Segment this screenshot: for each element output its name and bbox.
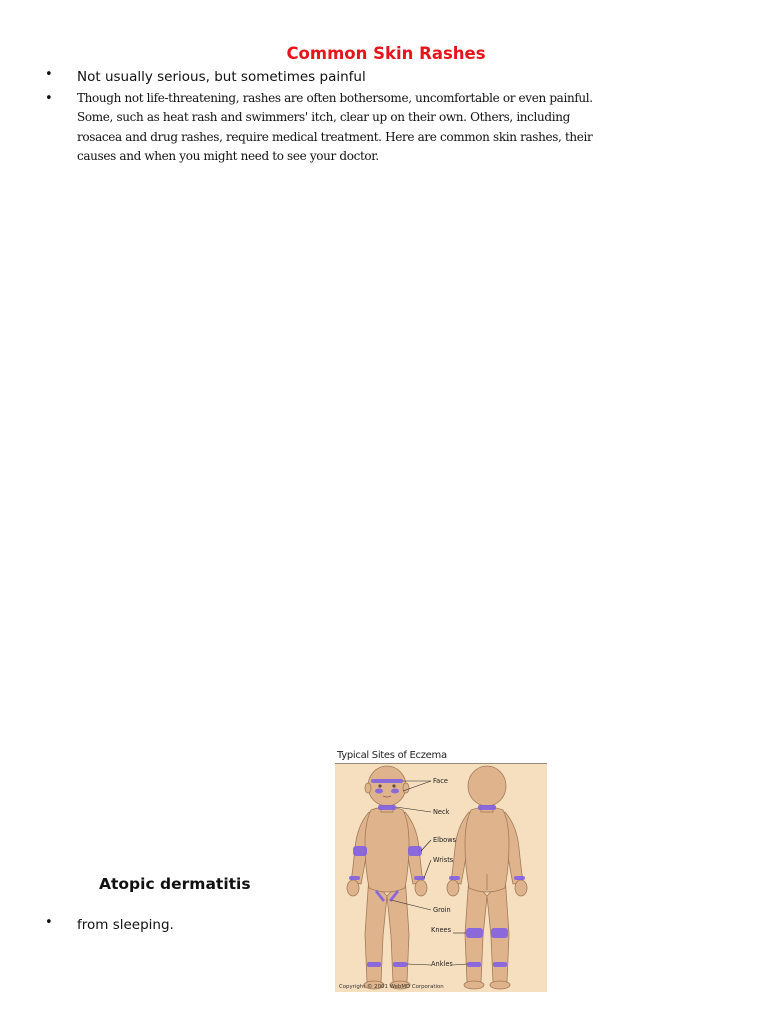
list-item xyxy=(44,89,604,166)
page-title: Common Skin Rashes xyxy=(286,44,486,63)
bullet-text: Though not life-threatening, rashes are often bothersome, uncomfortable or even painful. Some, such as heat rash and swimmers' itch, clear up on their own. Others, including rosacea and drug rashes, require medical treatment. Here are common skin rashes, their causes and when you might need to see your doctor. xyxy=(77,91,593,163)
copyright-notice: Copyright © 2001 WebMD Corporation xyxy=(339,984,444,990)
body-diagram-illustration xyxy=(335,764,547,992)
knees-label: Knees xyxy=(431,926,452,934)
list-item xyxy=(44,66,604,86)
intro-bullet-list xyxy=(44,66,604,166)
bullet-text: from sleeping. xyxy=(77,917,174,933)
neck-label: Neck xyxy=(433,808,450,816)
eczema-sites-figure xyxy=(335,749,547,992)
bullet-text: Not usually serious, but sometimes painful xyxy=(77,69,366,85)
wrists-label: Wrists xyxy=(433,856,454,864)
section-heading: Atopic dermatitis xyxy=(99,875,251,893)
face-label: Face xyxy=(433,777,448,785)
ankles-label: Ankles xyxy=(431,960,453,968)
bullet-icon: • xyxy=(45,91,53,106)
bullet-icon: • xyxy=(45,915,53,930)
elbows-label: Elbows xyxy=(433,836,457,844)
figure-caption: Typical Sites of Eczema xyxy=(337,750,447,761)
groin-label: Groin xyxy=(433,906,451,914)
bullet-icon: • xyxy=(45,67,53,82)
list-item xyxy=(44,914,174,934)
